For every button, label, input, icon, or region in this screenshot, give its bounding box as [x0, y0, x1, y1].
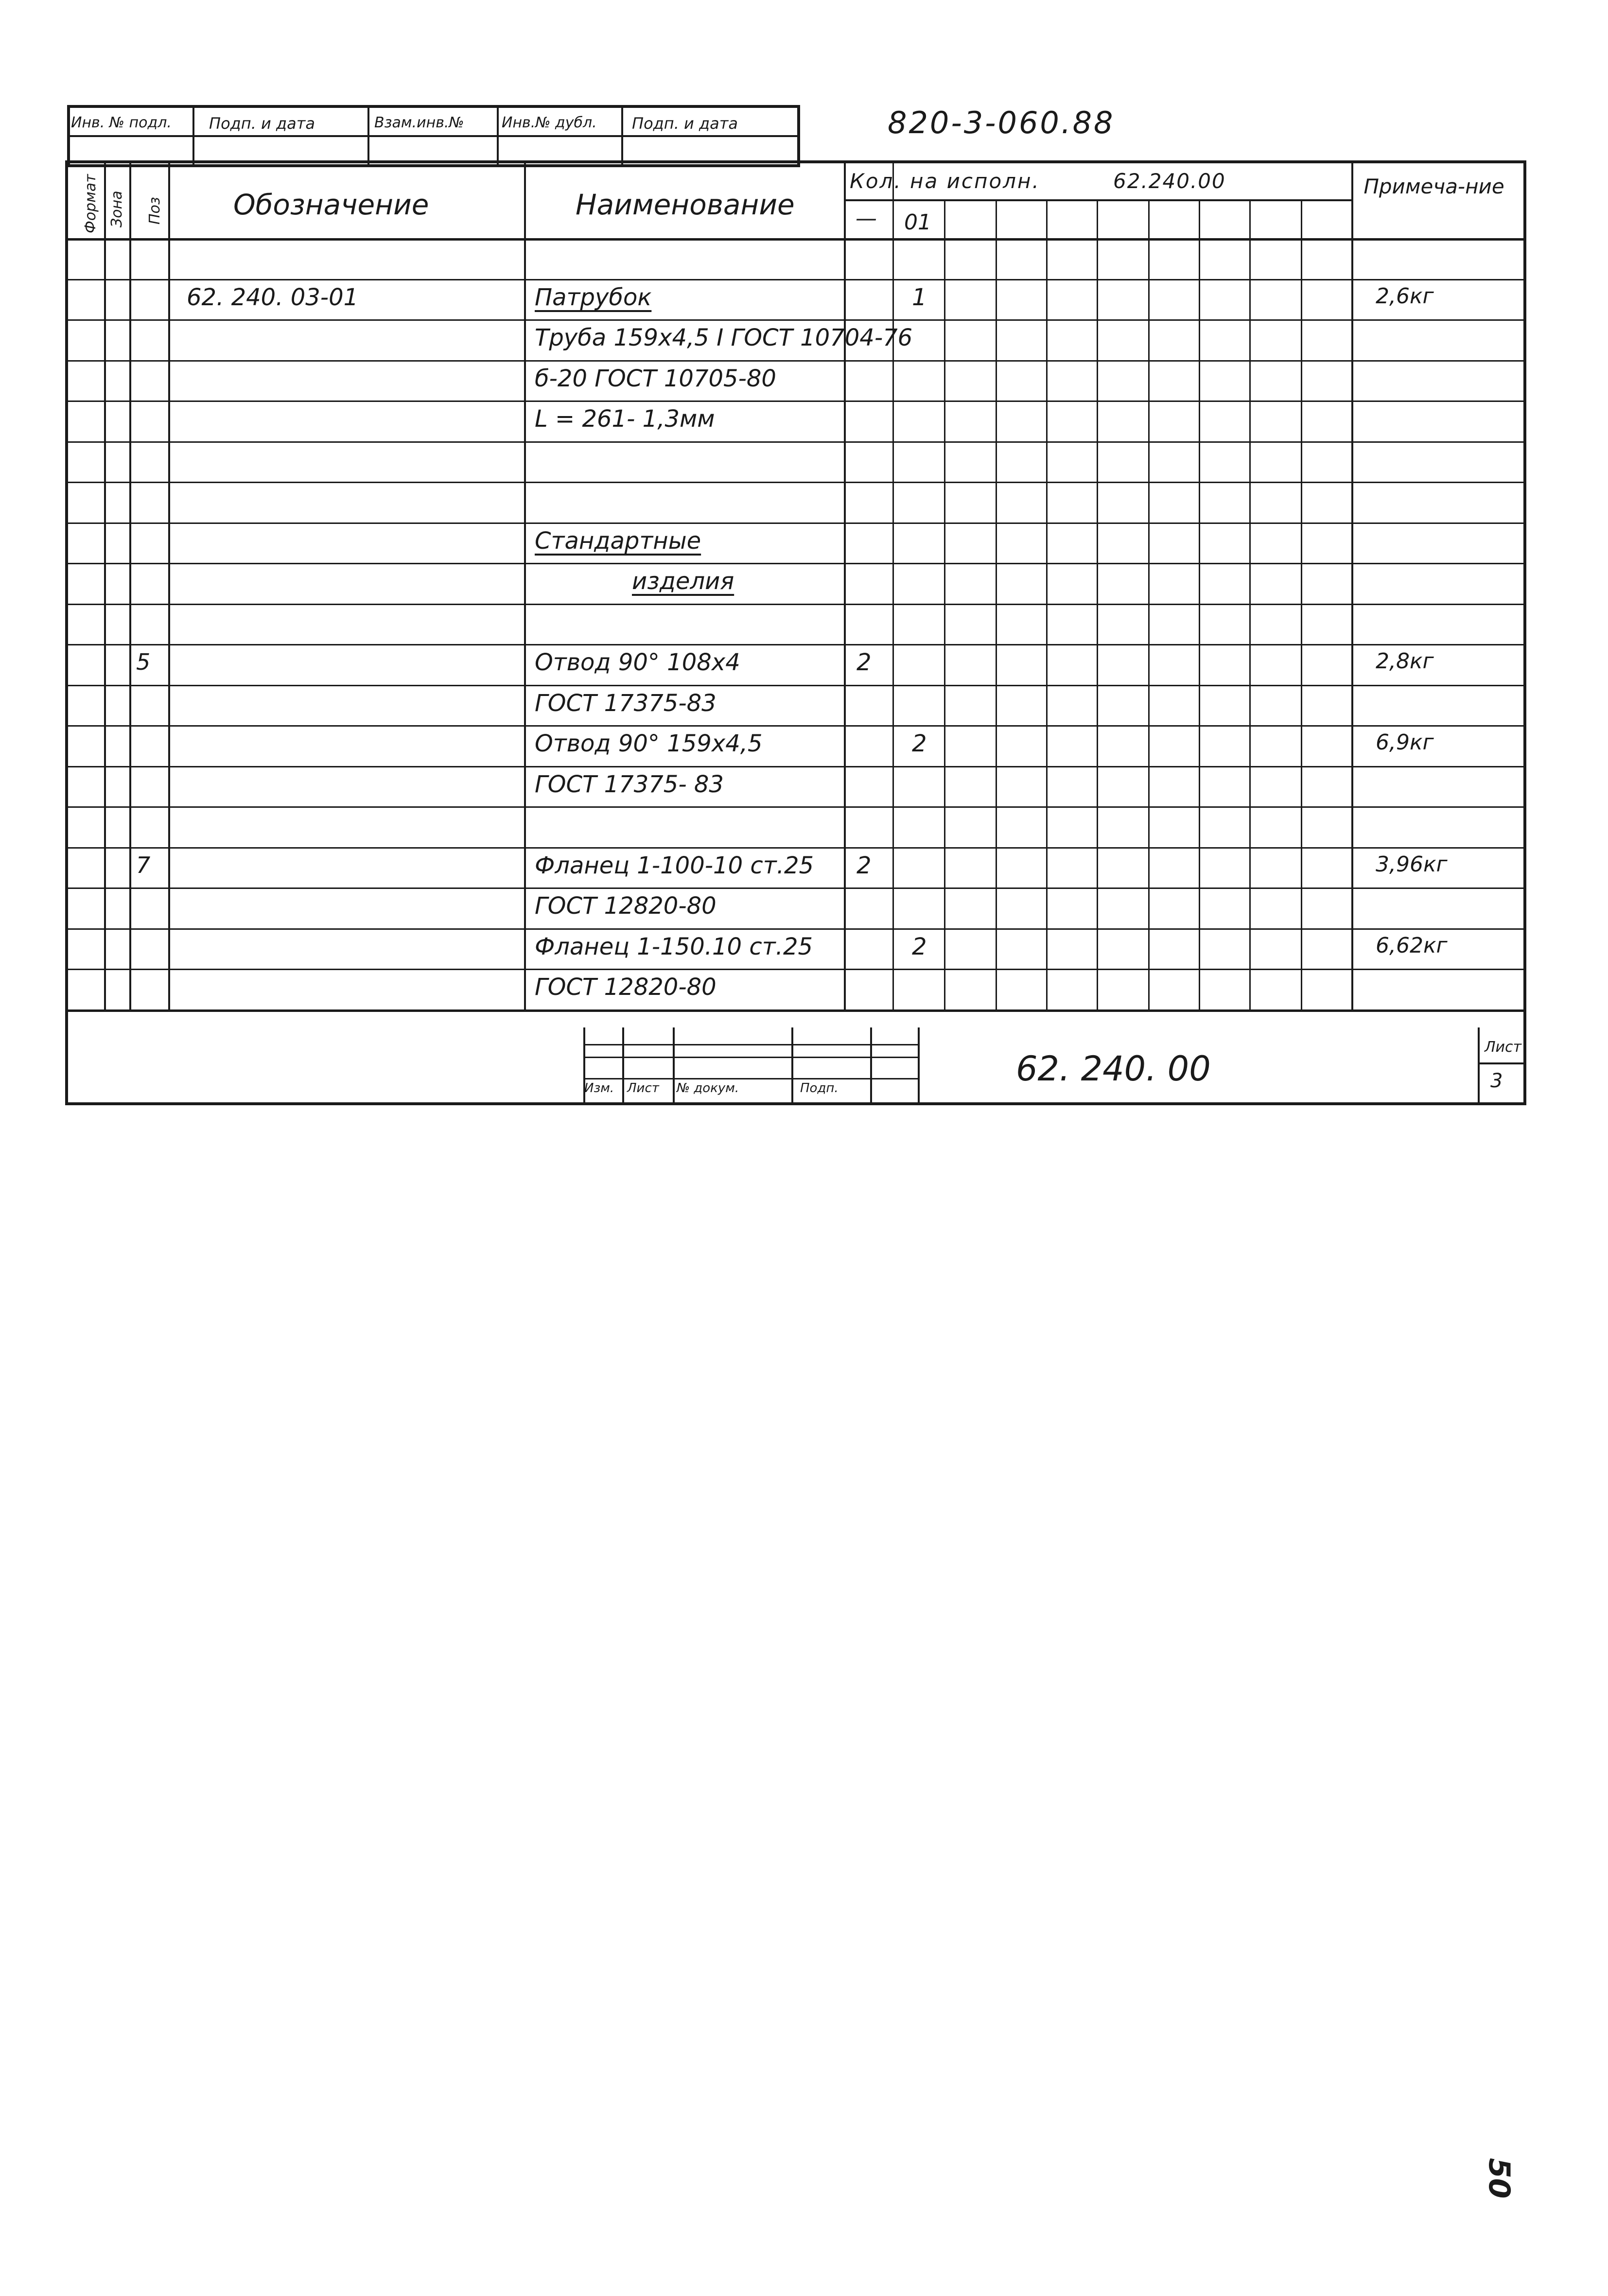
row-note: 2,8кг	[1376, 649, 1434, 674]
row-name: Фланец 1-100-10 ст.25	[535, 852, 814, 879]
row-name: б-20 ГОСТ 10705-80	[535, 365, 776, 392]
header-format: Формат	[82, 174, 99, 233]
stamp-label-inv-dup: Инв.№ дубл.	[502, 114, 597, 131]
row-name: Фланец 1-150.10 ст.25	[535, 933, 813, 960]
stamp-label-inv-orig: Инв. № подл.	[71, 114, 172, 131]
row-name: ГОСТ 12820-80	[535, 892, 717, 920]
row-qty-base: 2	[856, 649, 872, 676]
row-name: Труба 159х4,5 I ГОСТ 10704-76	[535, 324, 913, 351]
tb-label-sheet: Лист	[627, 1081, 659, 1096]
row-note: 6,62кг	[1376, 933, 1448, 958]
row-name: ГОСТ 17375-83	[535, 690, 717, 717]
row-note: 2,6кг	[1376, 284, 1434, 309]
row-name: изделия	[632, 568, 734, 595]
header-qty-col-base: —	[856, 206, 877, 231]
row-name: ГОСТ 17375- 83	[535, 771, 724, 798]
header-designation: Обозначение	[233, 188, 429, 221]
tb-label-change: Изм.	[584, 1081, 614, 1096]
row-note: 6,9кг	[1376, 730, 1434, 755]
stamp-label-sign-date-1: Подп. и дата	[209, 114, 315, 133]
row-name: L = 261- 1,3мм	[535, 405, 715, 433]
header-name: Наименование	[576, 188, 795, 221]
row-name: ГОСТ 12820-80	[535, 974, 717, 1001]
tb-label-signature: Подп.	[800, 1081, 839, 1096]
header-qty-ref: 62.240.00	[1113, 169, 1226, 193]
row-designation: 62. 240. 03-01	[187, 284, 359, 311]
row-pos: 7	[136, 852, 151, 878]
header-note: Примеча-ние	[1363, 174, 1504, 198]
header-zone: Зона	[108, 191, 125, 227]
row-qty-01: 2	[912, 730, 927, 757]
header-qty-caption: Кол. на исполн.	[850, 169, 1040, 193]
header-pos: Поз	[146, 197, 163, 225]
row-name: Патрубок	[535, 284, 652, 311]
stamp-label-sign-date-2: Подп. и дата	[632, 114, 738, 133]
row-name: Стандартные	[535, 527, 701, 555]
row-name: Отвод 90° 108х4	[535, 649, 740, 676]
page-number: 50	[1482, 2158, 1516, 2199]
tb-label-doc-no: № докум.	[677, 1081, 739, 1096]
header-qty-col-01: 01	[904, 210, 931, 235]
row-name: Отвод 90° 159х4,5	[535, 730, 763, 757]
row-qty-base: 2	[856, 852, 872, 879]
tb-sheet-label: Лист	[1485, 1039, 1522, 1056]
row-pos: 5	[136, 649, 151, 675]
row-qty-01: 2	[912, 933, 927, 960]
row-qty-01: 1	[912, 284, 927, 311]
row-note: 3,96кг	[1376, 852, 1448, 877]
tb-sheet-number: 3	[1490, 1070, 1503, 1092]
doc-code: 820-3-060.88	[888, 105, 1115, 140]
stamp-label-replace-inv: Взам.инв.№	[374, 114, 464, 131]
tb-designation: 62. 240. 00	[1016, 1049, 1211, 1089]
